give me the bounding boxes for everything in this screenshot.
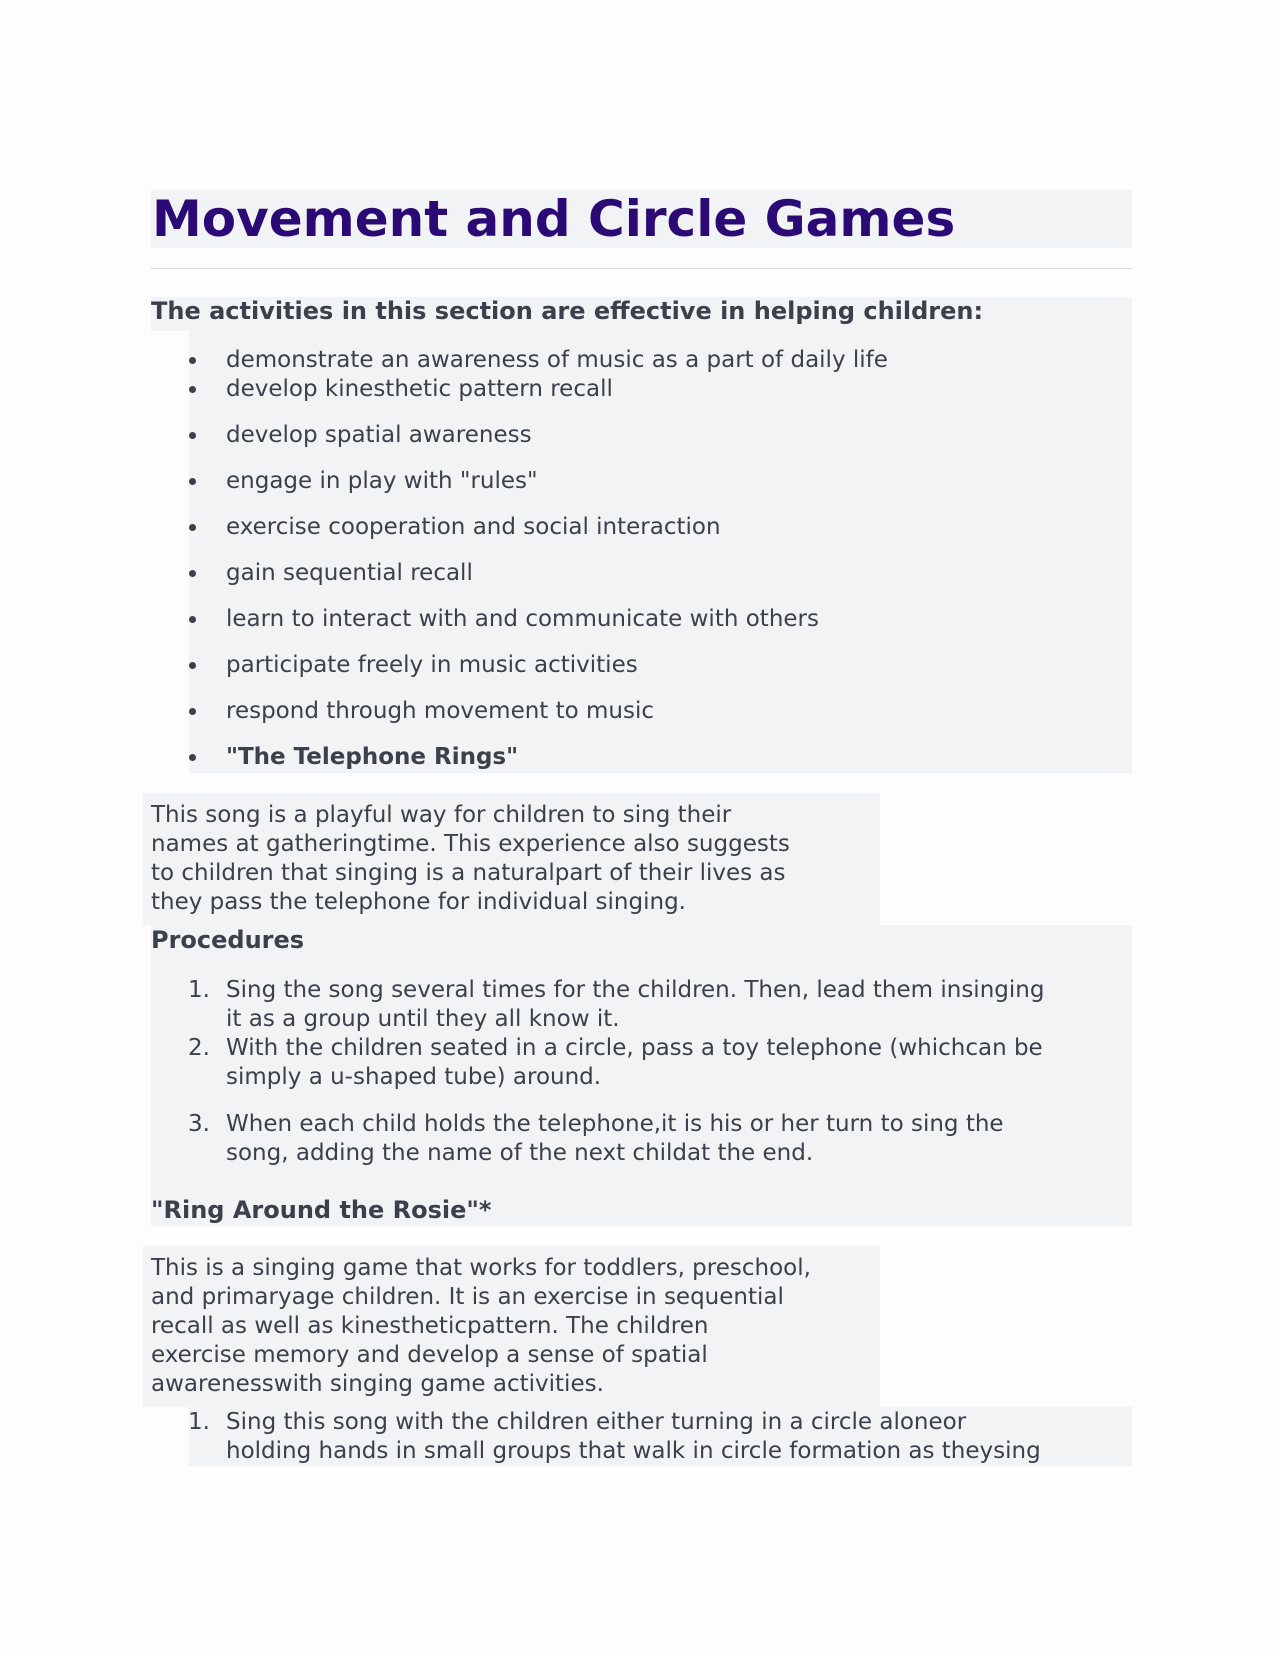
step-number: 1. [188,977,210,1003]
list-item: engage in play with "rules" [226,468,538,494]
step-line: song, adding the name of the next childat the end. [226,1140,814,1166]
step-number: 2. [188,1035,210,1061]
page-title: Movement and Circle Games [152,190,956,248]
paragraph-line: awarenesswith singing game activities. [151,1371,604,1397]
bullet-icon [189,386,196,393]
song-title-telephone: "The Telephone Rings" [226,744,519,770]
bullet-icon [189,708,196,715]
step-line: holding hands in small groups that walk in circle formation as theysing [226,1438,1041,1464]
step-line: With the children seated in a circle, pass a toy telephone (whichcan be [226,1035,1043,1061]
step-line: Sing this song with the children either turning in a circle aloneor [226,1409,967,1435]
list-item: participate freely in music activities [226,652,638,678]
bullet-icon [189,662,196,669]
paragraph-line: to children that singing is a naturalpart of their lives as [151,860,786,886]
step-number: 3. [188,1111,210,1137]
step-line: it as a group until they all know it. [226,1006,620,1032]
list-item: develop spatial awareness [226,422,532,448]
bullet-icon [189,754,196,761]
bullet-icon [189,570,196,577]
title-divider [151,268,1132,269]
paragraph-line: recall as well as kinestheticpattern. The children [151,1313,709,1339]
intro-heading: The activities in this section are effective in helping children: [151,297,984,325]
list-item: demonstrate an awareness of music as a part of daily life [226,347,888,373]
paragraph-line: names at gatheringtime. This experience also suggests [151,831,790,857]
step-line: When each child holds the telephone,it is his or her turn to sing the [226,1111,1004,1137]
list-item: respond through movement to music [226,698,655,724]
bullet-icon [189,616,196,623]
paragraph-line: exercise memory and develop a sense of spatial [151,1342,708,1368]
bullet-icon [189,357,196,364]
paragraph-line: they pass the telephone for individual singing. [151,889,686,915]
step-line: Sing the song several times for the children. Then, lead them insinging [226,977,1045,1003]
step-line: simply a u-shaped tube) around. [226,1064,602,1090]
bullet-icon [189,524,196,531]
paragraph-line: This song is a playful way for children to sing their [151,802,732,828]
song-title-rosie: "Ring Around the Rosie"* [151,1196,492,1224]
paragraph-line: This is a singing game that works for toddlers, preschool, [151,1255,811,1281]
paragraph-line: and primaryage children. It is an exercise in sequential [151,1284,784,1310]
procedures-heading: Procedures [151,926,305,954]
bullet-icon [189,432,196,439]
list-item: gain sequential recall [226,560,473,586]
list-item: develop kinesthetic pattern recall [226,376,613,402]
step-number: 1. [188,1409,210,1435]
list-item: learn to interact with and communicate with others [226,606,819,632]
list-item: exercise cooperation and social interaction [226,514,721,540]
bullet-icon [189,478,196,485]
